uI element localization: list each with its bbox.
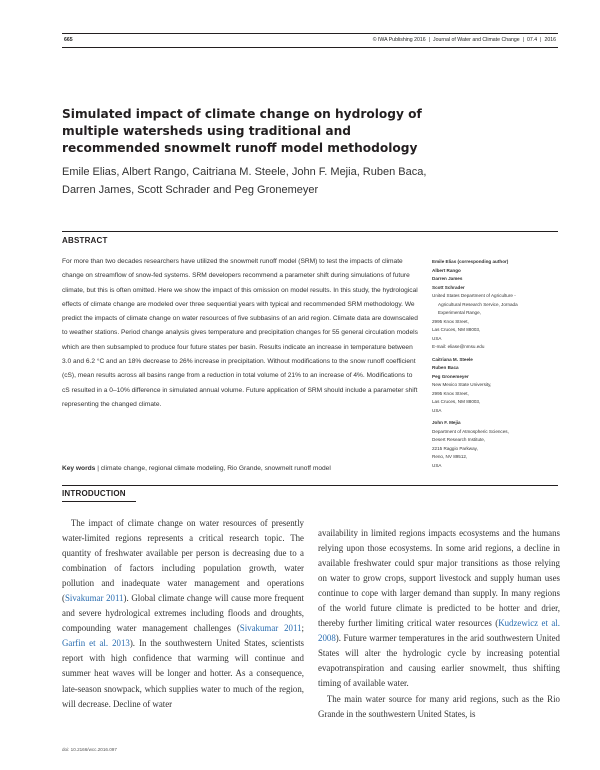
citation-link[interactable]: Kudzewicz et al. 2008 — [318, 618, 560, 644]
intro-column-right — [318, 526, 560, 722]
affiliation-line: Las Cruces, NM 88003, — [432, 399, 481, 404]
affiliation-line: 2215 Raggio Parkway, — [432, 445, 478, 451]
affiliations — [432, 258, 558, 474]
copyright: © IWA Publishing 2016 — [372, 37, 426, 43]
intro-text: ). In the southwestern United States, scientists report with high confidence that warming will continue and summer heat waves will be longer and hotter. As a consequence, late-season snowpack, which supplies water to much of the region, will decrease. Decline of water — [62, 638, 304, 709]
doi[interactable]: doi: 10.2166/wcc.2016.097 — [62, 747, 117, 752]
introduction-rule-top — [62, 485, 558, 486]
affiliation-line: New Mexico State University, — [432, 382, 492, 387]
affiliation-name: Peg Gronemeyer — [432, 373, 469, 379]
affiliation-name: Scott Schrader — [432, 284, 465, 290]
intro-column-left — [62, 516, 304, 712]
affiliation-name: Caitriana M. Steele — [432, 356, 473, 362]
affiliation-name: Darren James — [432, 276, 463, 281]
affiliation-line: USA — [432, 462, 442, 468]
affiliation-line: Reno, NV 89512, — [432, 454, 468, 459]
keywords-list: | climate change, regional climate modeling, Rio Grande, snowmelt runoff model — [97, 465, 331, 472]
page-number: 665 — [64, 37, 73, 43]
running-header — [62, 35, 558, 47]
affiliation-line: Desert Research Institute, — [432, 437, 486, 442]
year: 2016 — [544, 37, 556, 43]
affiliation-line: Agricultural Research Service, Jornada — [438, 301, 518, 307]
affiliation-line: Las Cruces, NM 88003, — [432, 327, 481, 332]
intro-text: ; — [301, 623, 304, 634]
affiliation-group-usda — [432, 258, 558, 352]
intro-text: ). Future warmer temperatures in the arid southwestern United States will alter the hydrologic cycle by increasing potential evapotranspiration and causing earlier snowmelt, thus shifting timing of available water. — [318, 633, 560, 689]
article-title: Simulated impact of climate change on hydrology of multiple watersheds using traditional and recommended snowmelt runoff model methodology — [62, 107, 422, 155]
affiliation-line: USA — [432, 407, 442, 413]
intro-text: The impact of climate change on water resources of presently water-limited regions represents a critical research topic. The quantity of freshwater available per person is decreasing due to a combination of factors including population growth, water pollution and inadequate water management and operations ( — [62, 518, 304, 604]
affiliation-line: 2995 Knox Street, — [432, 318, 469, 324]
affiliation-line: Department of Atmospheric Sciences, — [432, 428, 509, 434]
keywords — [62, 465, 420, 472]
header-rule-top — [62, 33, 558, 34]
affiliation-group-nmsu — [432, 356, 558, 416]
affiliation-name: John F. Mejia — [432, 420, 461, 425]
journal-name: Journal of Water and Climate Change — [433, 37, 520, 43]
citation-link[interactable]: Sivakumar 2011 — [239, 623, 302, 634]
intro-text: availability in limited regions impacts ecosystems and the humans relying upon those ecosystems. In some arid regions, a decline in available freshwater could spur major transitions as those relying on water to grow crops, support livestock and supply human uses continue to cope with larger demand than supply. In many regions of the world future climate is predicted to be hotter and drier, thereby further limiting critical water resources ( — [318, 528, 560, 629]
introduction-rule-bottom — [62, 501, 136, 502]
abstract-text: For more than two decades researchers have utilized the snowmelt runoff model (SRM) to test the impacts of climate change on streamflow of snow-fed systems. SRM developers recommend a parameter shift during simulations of future climate, but this is often omitted. Here we show the impact of this omission on model results. In this study, the hydrological effects of climate change are modeled over three sequential years with typical and recommended SRM methodology. We predict the impacts of climate change on water resources of five subbasins of an arid region. Climate data are downscaled to weather stations. Period change analysis gives temperature and precipitation changes for 55 general circulation models which are then subsampled to produce four future states per basin. Results indicate an increase in temperature between 3.0 and 6.2 °C and an 18% decrease to 26% increase in precipitation. Without modifications to the snow runoff coefficient (cS), mean results across all basins range from a reduction in total volume of 21% to an increase of 4%. Modifications to cS resulted in a 0–10% difference in simulated annual volume. Future application of SRM should include a parameter shift representing the changed climate. — [62, 258, 418, 408]
keywords-label: Key words — [62, 465, 96, 472]
affiliation-group-dri — [432, 419, 558, 470]
affiliation-line: Experimental Range, — [438, 310, 481, 315]
volume: 07.4 — [526, 37, 538, 43]
journal-info: © IWA Publishing 2016 | Journal of Water and Climate Change | 07.4 | 2016 — [372, 37, 556, 43]
author-list: Emile Elias, Albert Rango, Caitriana M. Steele, John F. Mejia, Ruben Baca, Darren James, Scott Schrader and Peg Gronemeyer — [62, 166, 427, 196]
intro-text: ). Global climate change will cause more frequent and severe hydrological extremes including floods and droughts, compounding water management challenges ( — [62, 593, 304, 634]
affiliation-name: Ruben Baca — [432, 365, 459, 370]
header-rule-bottom — [62, 47, 558, 48]
affiliation-line: 2995 Knox Street, — [432, 390, 469, 396]
abstract-heading: ABSTRACT — [62, 236, 108, 245]
affiliation-name: Emile Elias (corresponding author) — [432, 259, 509, 264]
citation-link[interactable]: Sivakumar 2011 — [64, 593, 124, 604]
email-line[interactable]: E-mail: eliase@nmsu.edu — [432, 344, 485, 349]
citation-link[interactable]: Garfin et al. 2013 — [62, 638, 130, 649]
affiliation-name: Albert Rango — [432, 267, 461, 273]
affiliation-line: United States Department of Agriculture - — [432, 293, 516, 298]
intro-text: The main water source for many arid regions, such as the Rio Grande in the southwestern United States, is — [318, 693, 560, 719]
abstract-rule — [62, 231, 558, 232]
introduction-heading: INTRODUCTION — [62, 489, 126, 498]
affiliation-line: USA — [432, 335, 442, 341]
